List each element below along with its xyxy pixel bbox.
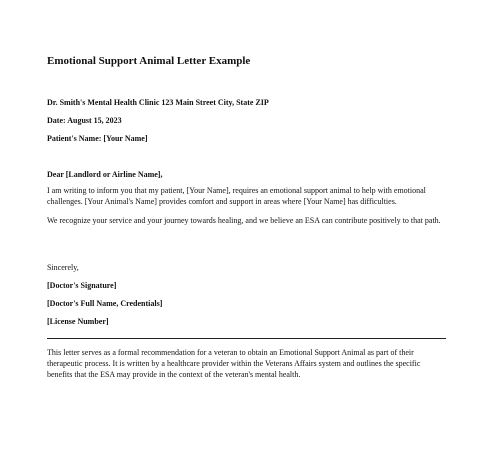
signature-placeholder: [Doctor's Signature] [47,281,117,290]
salutation: Dear [Landlord or Airline Name], [47,170,163,179]
section-divider [47,338,446,339]
closing-line: Sincerely, [47,263,79,272]
document-title: Emotional Support Animal Letter Example [47,55,251,67]
footer-note: This letter serves as a formal recommendation for a veteran to obtain an Emotional Support Animal as part of their therapeutic process. It is written by a healthcare provider within the Veterans Affairs system and outlines the specific benefits that the ESA may provide in the context of the veteran's mental health. [47,348,421,379]
date-line: Date: August 15, 2023 [47,116,122,125]
full-name-placeholder: [Doctor's Full Name, Credentials] [47,299,163,308]
clinic-line: Dr. Smith's Mental Health Clinic 123 Main Street City, State ZIP [47,98,269,107]
patient-name-line: Patient's Name: [Your Name] [47,134,148,143]
body-paragraph-1: I am writing to inform you that my patient, [Your Name], requires an emotional support animal to help with emotional challenges. [Your Animal's Name] provides comfort and support in areas where [Your Name] has difficulties. [47,186,426,206]
body-paragraph-2: We recognize your service and your journey towards healing, and we believe an ESA can contribute positively to that path. [47,216,441,225]
license-number-placeholder: [License Number] [47,317,109,326]
